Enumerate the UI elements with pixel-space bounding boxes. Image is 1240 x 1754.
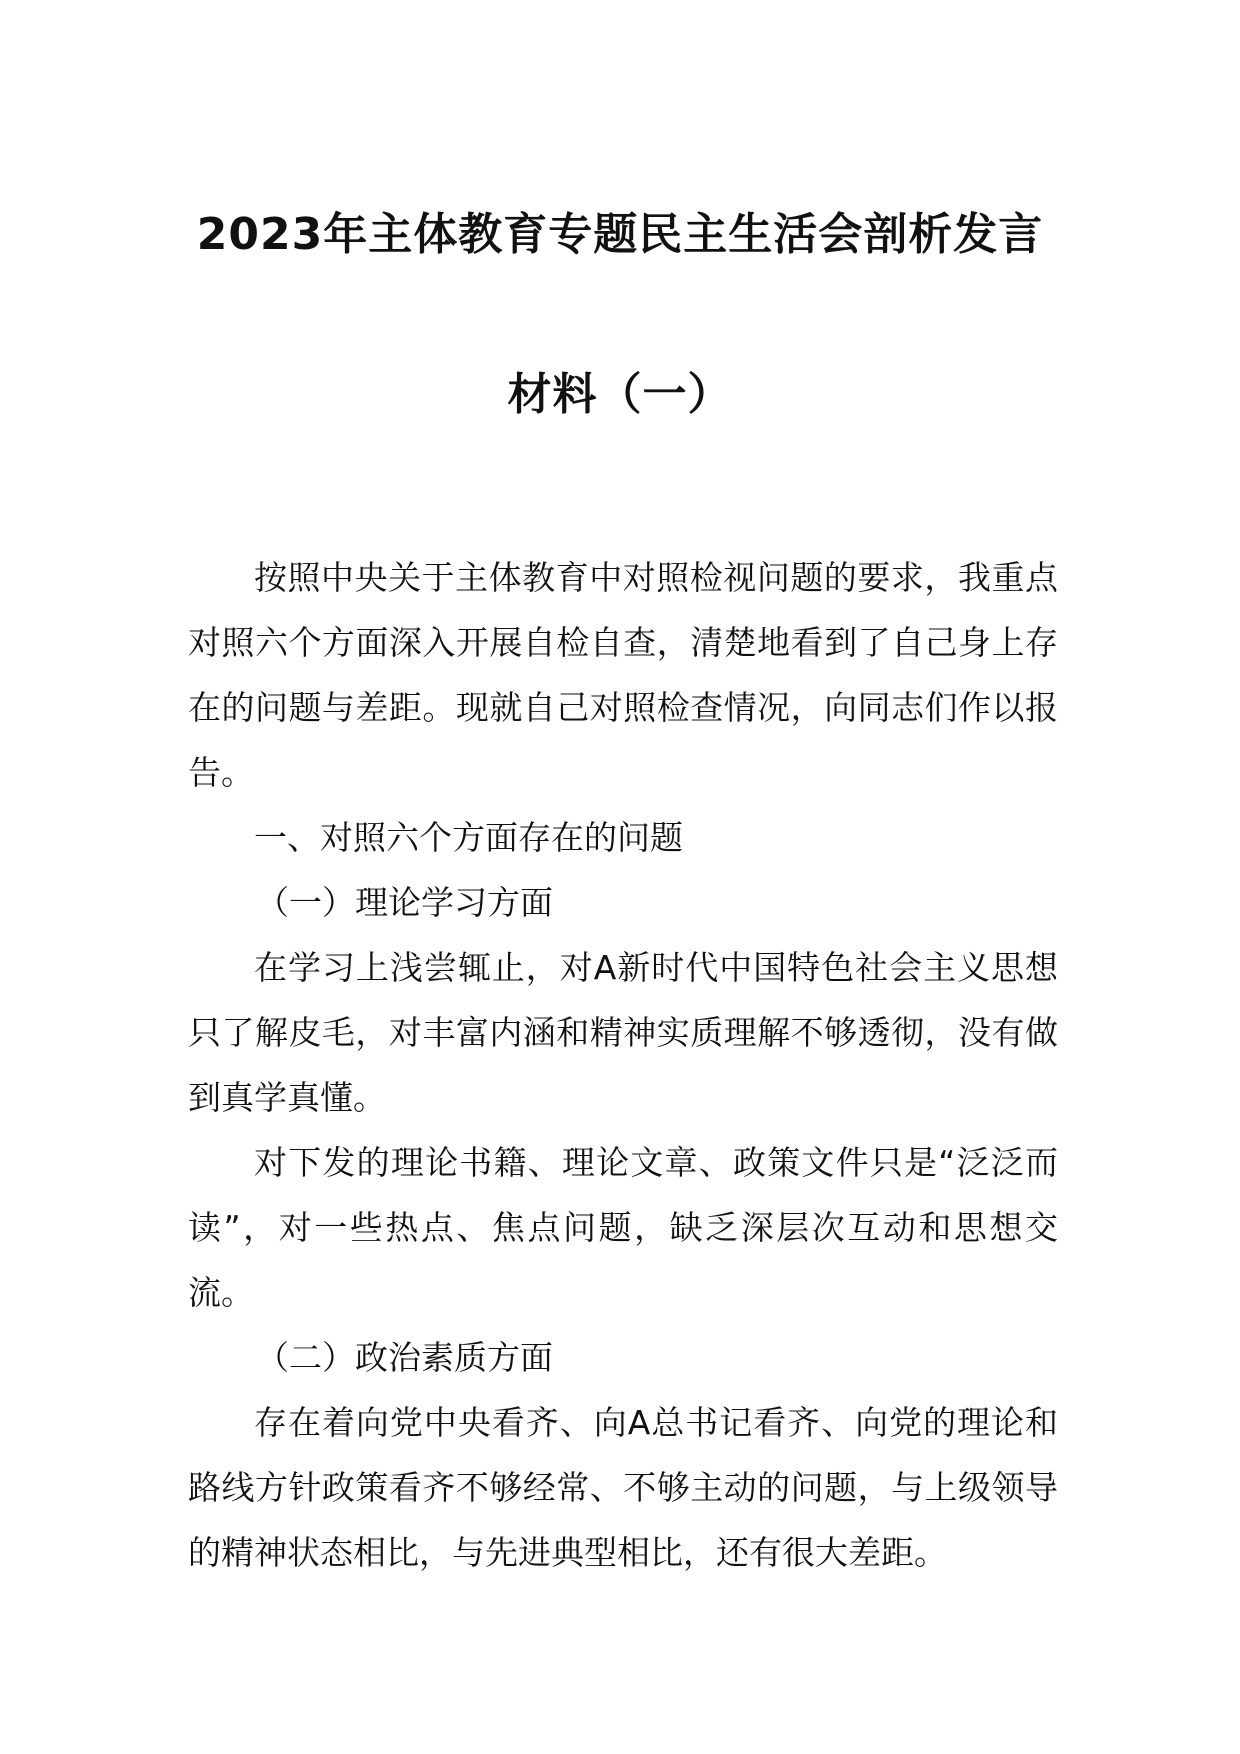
intro-paragraph: 按照中央关于主体教育中对照检视问题的要求，我重点对照六个方面深入开展自检自查，清楚地看到了自己身上存在的问题与差距。现就自己对照检查情况，向同志们作以报告。 <box>188 558 1058 792</box>
subsection-heading-theory-study: （一）理论学习方面 <box>256 883 553 922</box>
document-body <box>188 545 1058 1585</box>
theory-study-paragraph-1: 在学习上浅尝辄止，对A新时代中国特色社会主义思想只了解皮毛，对丰富内涵和精神实质理解不够透彻，没有做到真学真懂。 <box>188 948 1058 1117</box>
document-title-line1: 2023年主体教育专题民主生活会剖析发言 <box>196 209 1044 260</box>
subsection-heading-political-quality: （二）政治素质方面 <box>256 1338 553 1377</box>
document-title-line2: 材料（一） <box>507 369 733 420</box>
political-quality-paragraph-1: 存在着向党中央看齐、向A总书记看齐、向党的理论和路线方针政策看齐不够经常、不够主动的问题，与上级领导的精神状态相比，与先进典型相比，还有很大差距。 <box>188 1403 1058 1572</box>
section-heading-1: 一、对照六个方面存在的问题 <box>254 818 683 857</box>
theory-study-paragraph-2: 对下发的理论书籍、理论文章、政策文件只是“泛泛而读”，对一些热点、焦点问题，缺乏深层次互动和思想交流。 <box>188 1143 1058 1312</box>
